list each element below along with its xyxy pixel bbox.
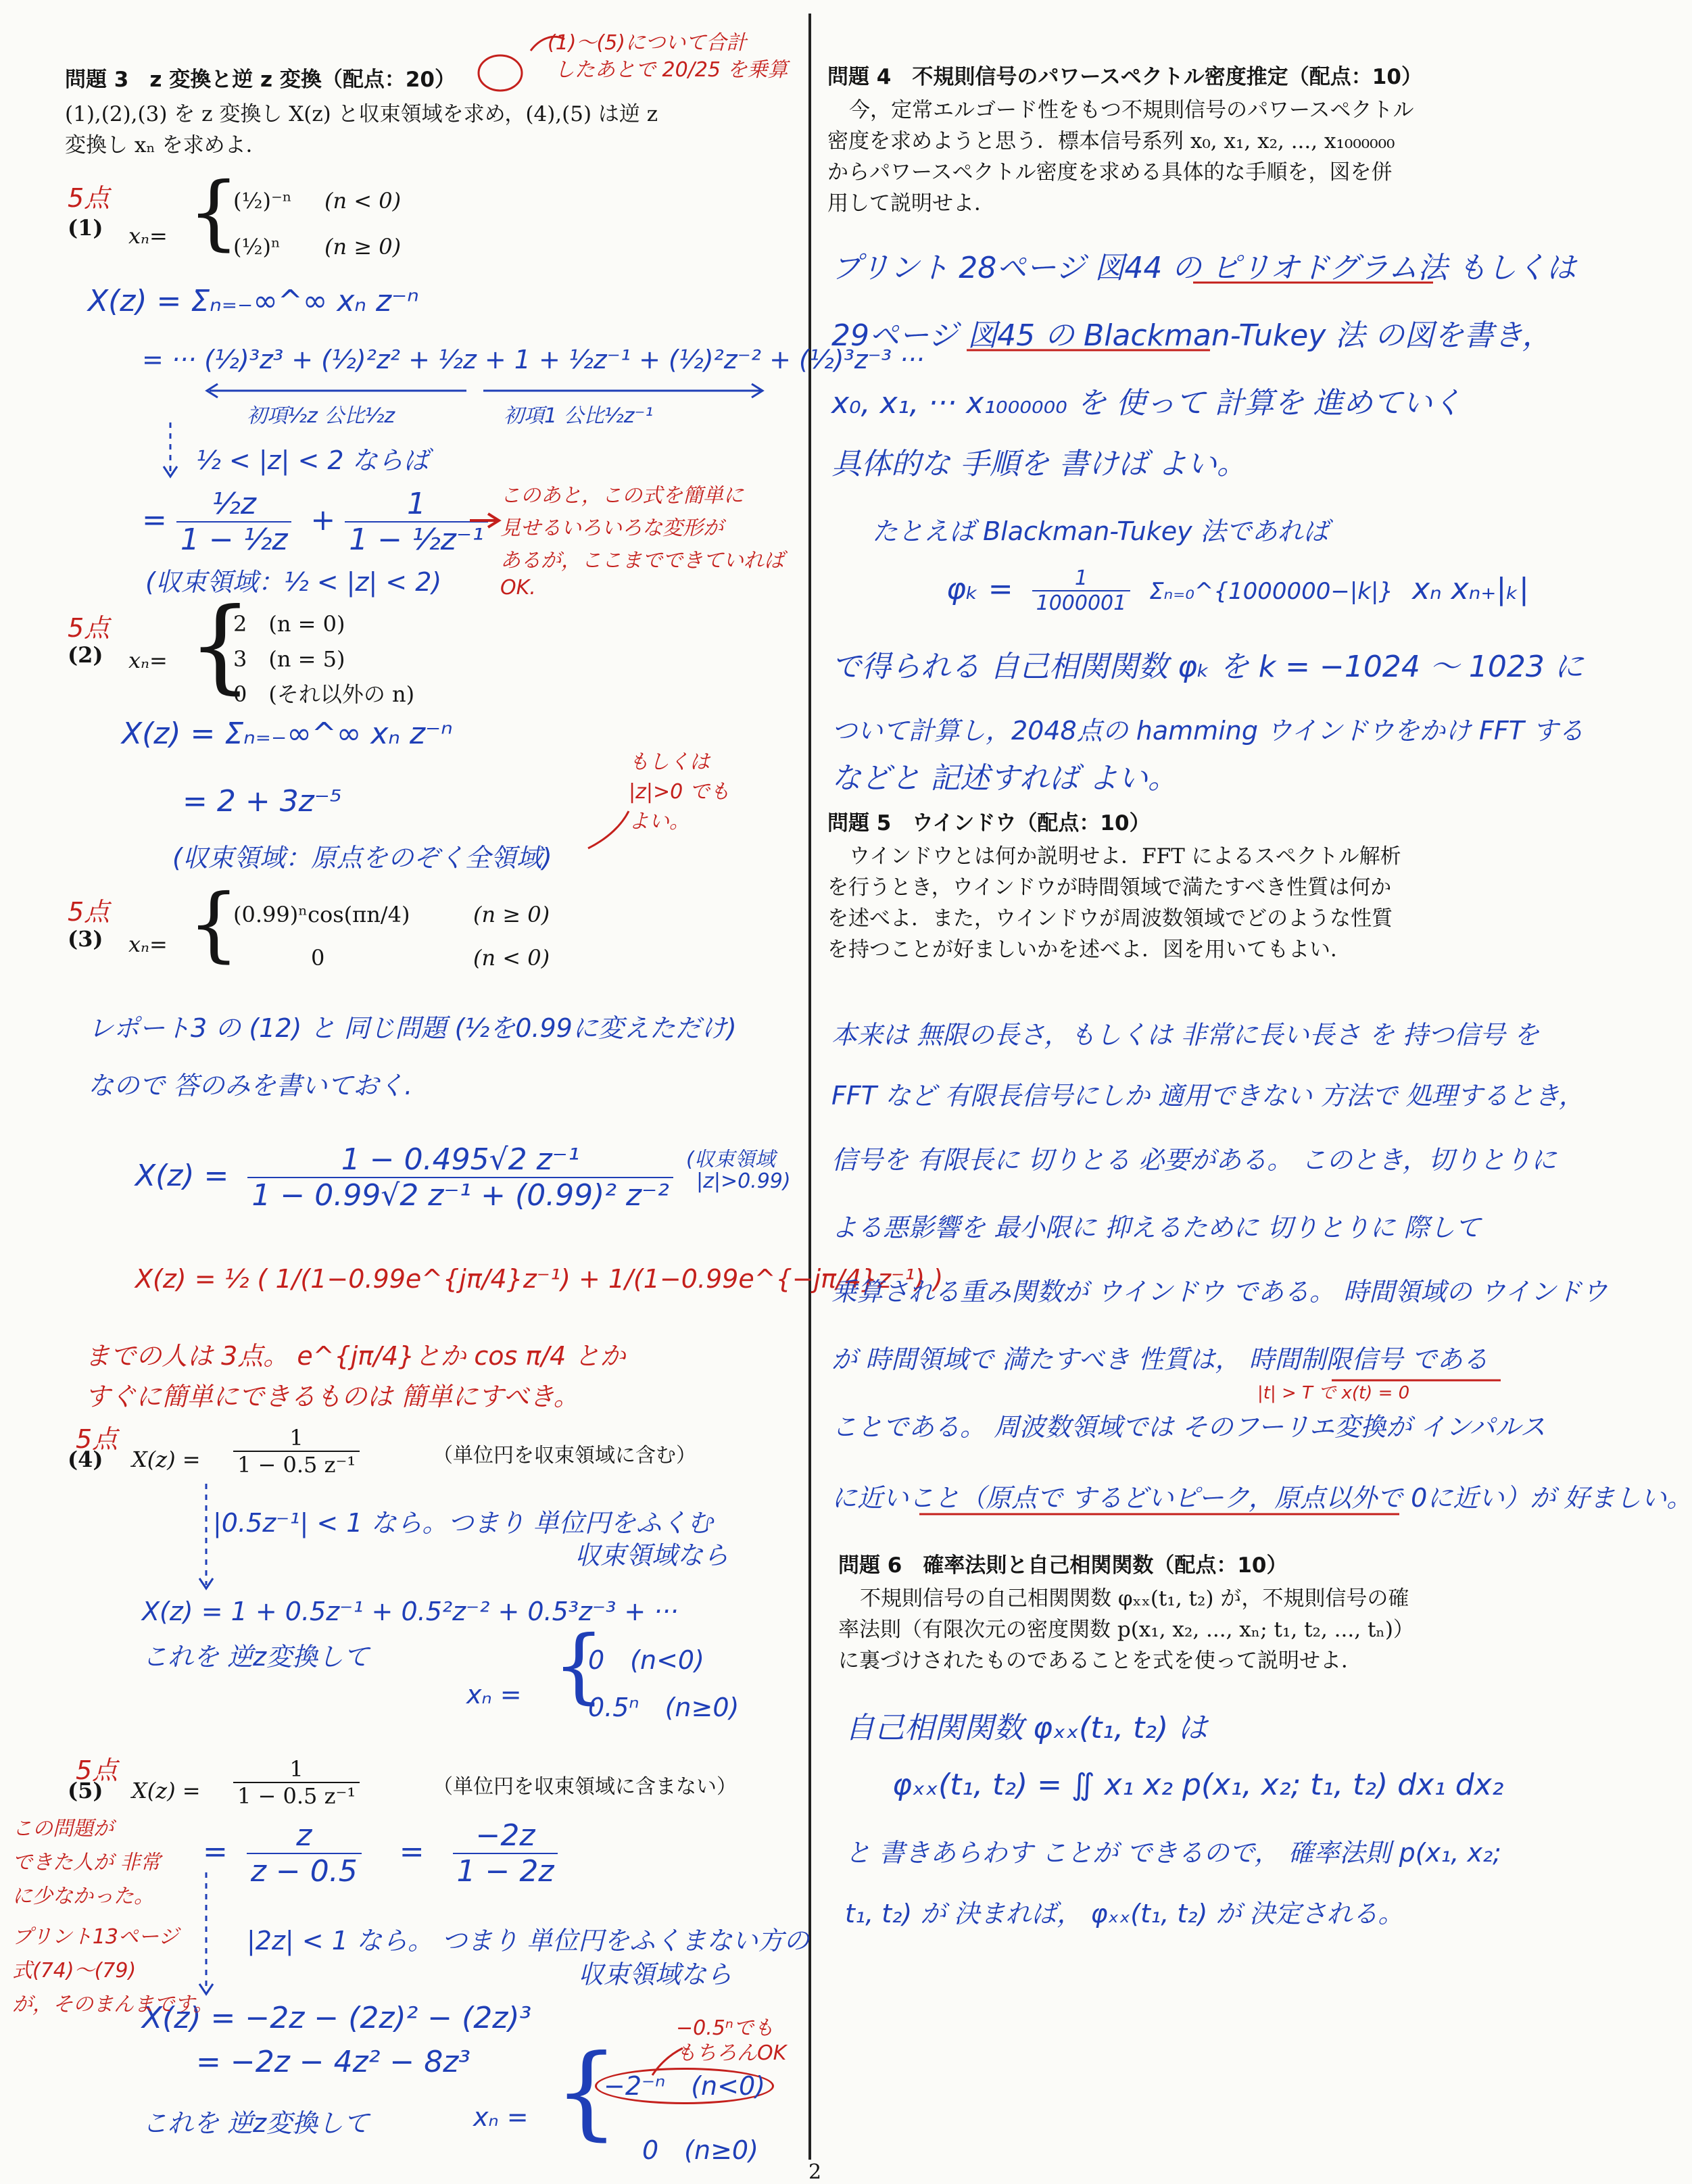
- q1-cond-2: (n ≥ 0): [324, 234, 402, 260]
- problem-3-title: 問題 3 z 変換と逆 z 変換（配点：20）: [65, 68, 456, 92]
- q1-case-1: (½)⁻ⁿ: [233, 188, 292, 214]
- q2-case-3: 0 (それ以外の n): [233, 681, 415, 707]
- q1-hw-geom-1: 初項½z 公比½z: [247, 404, 395, 428]
- q3-hw-roc-1: (収束領域: [686, 1148, 775, 1171]
- p4-statement-line-4: 用して説明せよ．: [827, 191, 995, 216]
- q3-case-1: (0.99)ⁿcos(πn/4): [233, 902, 410, 927]
- q5-condition: （単位円を収束領域に含まない）: [433, 1775, 737, 1799]
- p6-hw-line-3: と 書きあらわす ことが できるので， 確率法則 p(x₁, x₂;: [845, 1838, 1501, 1868]
- q2-case-2: 3 (n = 5): [233, 646, 345, 672]
- q5-score: 5点: [76, 1755, 118, 1785]
- q3-lhs: xₙ=: [128, 931, 168, 957]
- q3-score: 5点: [68, 897, 110, 927]
- problem-5-title: 問題 5 ウインドウ（配点：10）: [827, 811, 1151, 835]
- right-column: [818, 0, 1692, 2182]
- q3-hw-xz: X(z) = $\frac{\text{1 − 0.495√2 z⁻¹}}{\text{1 − 0.99√2 z⁻¹ + (0.99)² z⁻²}}$: [135, 1142, 673, 1213]
- p6-statement-line-1: 不規則信号の自己相関関数 φₓₓ(t₁, t₂) が，不規則信号の確: [860, 1586, 1409, 1611]
- q3-red-2: すぐに簡単にできるものは 簡単にすべき。: [84, 1382, 579, 1411]
- q3-brace: {: [188, 877, 240, 971]
- q5-red-arrow-icon: [652, 2048, 683, 2075]
- q2-lhs: xₙ=: [128, 648, 168, 673]
- p5-hw-line-3: 信号を 有限長に 切りとる 必要がある。 このとき，切りとりに: [831, 1145, 1557, 1175]
- q2-red-1: もしくは: [629, 750, 710, 774]
- q1-red-2: 見せるいろいろな変形が: [500, 516, 723, 540]
- p5-statement-line-2: を行うとき，ウインドウが時間領域で満たすべき性質は何か: [827, 875, 1392, 900]
- q5-red-side-4: プリント13ページ: [12, 1925, 179, 1949]
- q5-label: (5): [68, 1778, 103, 1803]
- q4-score: 5点: [76, 1424, 118, 1454]
- p4-statement-line-3: からパワースペクトル密度を求める具体的な手順を，図を併: [827, 160, 1393, 185]
- q1-hw-geom-2: 初項1 公比½z⁻¹: [504, 404, 654, 428]
- p3-statement-line-2: 変換し xₙ を求めよ．: [65, 133, 267, 157]
- q5-red-side-2: できた人が 非常: [12, 1851, 161, 1874]
- q3-label: (3): [68, 926, 103, 952]
- p4-hw-line-4: 具体的な 手順を 書けば よい。: [831, 447, 1247, 481]
- q2-case-1: 2 (n = 0): [233, 611, 345, 637]
- left-annotation-strokes: [0, 0, 811, 2182]
- q1-brace: {: [188, 166, 240, 260]
- q2-hw-roc: (収束領域：原点をのぞく全領域): [172, 843, 552, 873]
- q4-lhs: X(z) =: [132, 1447, 201, 1472]
- q3-red-eq: X(z) = ½ ( 1/(1−0.99e^{jπ/4}z⁻¹) + 1/(1−0.99e^{−jπ/4}z⁻¹) ): [135, 1264, 944, 1294]
- q2-red-3: よい。: [629, 810, 690, 833]
- p6-statement-line-2: 率法則（有限次元の密度関数 p(x₁, x₂, ..., xₙ; t₁, t₂, ..., tₙ)）: [838, 1618, 1414, 1642]
- q2-red-arrow-icon: [588, 811, 629, 848]
- p6-statement-line-3: に裏づけされたものであることを式を使って説明せよ．: [838, 1649, 1362, 1673]
- p4-hw2-line-1: で得られる 自己相関関数 φₖ を k = −1024 〜 1023 に: [831, 650, 1584, 684]
- problem-6-title: 問題 6 確率法則と自己相関関数（配点：10）: [838, 1553, 1288, 1578]
- q5-red-side-5: 式(74)〜(79): [12, 1959, 137, 1983]
- q5-frac: $\frac{1}{\text{1 − 0.5 z⁻¹}}$: [233, 1756, 360, 1809]
- q4-hw-line-4: これを 逆z変換して: [142, 1642, 370, 1672]
- q5-red-note-2: もちろんOK: [676, 2041, 787, 2065]
- p5-hw-line-6: が 時間領域で 満たすべき 性質は， 時間制限信号 である: [831, 1344, 1489, 1374]
- q5-hw-case-2: 0 (n≥0): [642, 2135, 758, 2165]
- q5-red-side-6: が，そのまんまです。: [12, 1993, 214, 2016]
- q2-label: (2): [68, 642, 103, 668]
- q3-hw-line-2: なので 答のみを書いておく.: [88, 1071, 413, 1100]
- p4-hw-line-2: 29ページ 図45 の Blackman-Tukey 法 の図を書き，: [831, 318, 1552, 353]
- p5-hw-line-8: に近いこと（原点で するどいピーク，原点以外で 0に近い）が 好ましい。: [831, 1483, 1692, 1513]
- q1-lhs: xₙ=: [128, 223, 168, 249]
- q5-hw-line-5: = −2z − 4z² − 8z³: [196, 2045, 470, 2079]
- p5-statement-line-4: を持つことが好ましいかを述べよ．図を用いてもよい．: [827, 938, 1351, 962]
- q3-hw-roc-2: |z|>0.99): [696, 1169, 791, 1193]
- q5-red-side-3: に少なかった。: [12, 1885, 154, 1908]
- p5-hw-small-note: |t| > T で x(t) = 0: [1257, 1383, 1410, 1403]
- q5-hw-frac-line: = $\frac{z}{z - 0.5}$ = $\frac{-2z}{1 - 2z}$: [203, 1818, 558, 1889]
- q1-score: 5点: [68, 183, 110, 213]
- q1-case-2: (½)ⁿ: [233, 234, 281, 260]
- q5-hw-line-6: これを 逆z変換して: [142, 2108, 370, 2138]
- p5-hw-line-1: 本来は 無限の長さ，もしくは 非常に長い長さ を 持つ信号 を: [831, 1020, 1539, 1050]
- q4-hw-line-3: X(z) = 1 + 0.5z⁻¹ + 0.5²z⁻² + 0.5³z⁻³ + ···: [142, 1597, 679, 1626]
- q1-hw-roc: (収束領域：½ < |z| < 2): [145, 567, 442, 597]
- q5-hw-case-1: −2⁻ⁿ (n<0): [595, 2065, 774, 2102]
- q5-lhs: X(z) =: [132, 1778, 201, 1803]
- q4-hw-case-1: 0 (n<0): [588, 1645, 704, 1675]
- q1-cond-1: (n < 0): [324, 188, 402, 214]
- p3-red-note-1: (1)〜(5)について合計: [548, 31, 747, 55]
- p3-red-note-2: したあとで 20/25 を乗算: [554, 58, 788, 82]
- q5-hw-line-3: 収束領域なら: [578, 1960, 733, 1989]
- q4-hw-xn: xₙ =: [466, 1680, 522, 1709]
- p5-statement-line-1: ウインドウとは何か説明せよ．FFT によるスペクトル解析: [849, 844, 1401, 869]
- q1-red-1: このあと，この式を簡単に: [500, 484, 744, 508]
- q4-hw-line-2: 収束領域なら: [575, 1540, 729, 1570]
- q4-hw-case-2: 0.5ⁿ (n≥0): [588, 1693, 740, 1722]
- p4-statement-line-2: 密度を求めようと思う．標本信号系列 x₀, x₁, x₂, ..., x₁₀₀₀₀₀₀: [827, 129, 1395, 153]
- p6-hw-line-4: t₁, t₂) が 決まれば， φₓₓ(t₁, t₂) が 決定される。: [845, 1899, 1404, 1928]
- q3-cond-2: (n < 0): [473, 945, 550, 971]
- q5-red-side-1: この問題が: [12, 1817, 114, 1841]
- p4-hw2-line-3: などと 記述すれば よい。: [831, 761, 1178, 796]
- right-annotation-strokes: [818, 0, 1598, 2182]
- q1-label: (1): [68, 215, 103, 241]
- q1-hw-result: = $\frac{\text{½z}}{\text{1 − ½z}}$ + $\frac{1}{\text{1 − ½z⁻¹}}$: [142, 487, 488, 557]
- q1-frac-2: $\frac{1}{\text{1 − ½z⁻¹}}$: [345, 487, 487, 557]
- page-number: 2: [808, 2160, 822, 2184]
- q4-label: (4): [68, 1447, 103, 1472]
- q5-hw-line-4: X(z) = −2z − (2z)² − (2z)³: [142, 2001, 532, 2035]
- p3-statement-line-1: (1),(2),(3) を z 変換し X(z) と収束領域を求め，(4),(5) は逆 z: [65, 102, 658, 126]
- q3-hw-line-1: レポート3 の (12) と 同じ問題 (½を0.99に変えただけ): [88, 1013, 737, 1043]
- p5-hw-line-7: ことである。 周波数領域では そのフーリエ変換が インパルス: [831, 1412, 1546, 1442]
- q1-red-3: あるが，ここまでできていれば: [500, 549, 784, 573]
- p6-hw-line-2: φₓₓ(t₁, t₂) = ∬ x₁ x₂ p(x₁, x₂; t₁, t₂) dx₁ dx₂: [892, 1768, 1504, 1802]
- q1-hw-line-1: X(z) = Σₙ₌₋∞^∞ xₙ z⁻ⁿ: [88, 284, 419, 318]
- p4-hw2-line-2: ついて計算し，2048点の hamming ウインドウをかけ FFT する: [831, 716, 1584, 746]
- problem-4-title: 問題 4 不規則信号のパワースペクトル密度推定（配点：10）: [827, 65, 1422, 89]
- q5-red-note-1: −0.5ⁿでも: [676, 2016, 774, 2040]
- p4-hw-line-1: プリント 28ページ 図44 の ピリオドグラム法 もしくは: [831, 251, 1576, 285]
- p4-statement-line-1: 今，定常エルゴード性をもつ不規則信号のパワースペクトル: [849, 98, 1414, 122]
- q5-hw-brace: {: [554, 2033, 619, 2151]
- q1-frac-1: $\frac{\text{½z}}{\text{1 − ½z}}$: [176, 487, 292, 557]
- p4-hw-line-5: たとえば Blackman-Tukey 法であれば: [872, 516, 1329, 546]
- p4-hw-line-3: x₀, x₁, ··· x₁₀₀₀₀₀₀ を 使って 計算を 進めていく: [831, 386, 1462, 420]
- q2-score: 5点: [68, 613, 110, 643]
- q2-brace: {: [188, 587, 253, 704]
- q4-hw-line-1: |0.5z⁻¹| < 1 なら。つまり 単位円をふくむ: [213, 1508, 713, 1538]
- q1-hw-line-4: ½ < |z| < 2 ならば: [196, 445, 429, 475]
- q3-case-2: 0: [311, 945, 325, 971]
- q1-red-4: OK.: [500, 576, 536, 600]
- q2-hw-line-1: X(z) = Σₙ₌₋∞^∞ xₙ z⁻ⁿ: [122, 717, 453, 751]
- q5-hw-xn: xₙ =: [473, 2102, 529, 2132]
- p5-hw-line-5: 乗算される重み関数が ウインドウ である。 時間領域の ウインドウ: [831, 1277, 1608, 1307]
- p5-hw-line-2: FFT など 有限長信号にしか 適用できない 方法で 処理するとき，: [831, 1081, 1585, 1111]
- q3-cond-1: (n ≥ 0): [473, 902, 550, 927]
- q5-hw-line-2: |2z| < 1 なら。 つまり 単位円をふくまない方の: [247, 1926, 810, 1956]
- red-arrow-icon: [531, 37, 564, 51]
- q4-hw-brace: {: [553, 1619, 605, 1713]
- p5-hw-line-4: よる悪影響を 最小限に 抑えるために 切りとりに 際して: [831, 1213, 1481, 1242]
- p4-hw-formula: φₖ = $\frac{1}{1000001}$ Σₙ₌₀^{1000000−|k|} xₙ xₙ₊|ₖ|: [946, 566, 1529, 615]
- q4-frac: $\frac{1}{\text{1 − 0.5 z⁻¹}}$: [233, 1425, 360, 1478]
- q2-hw-line-2: = 2 + 3z⁻⁵: [183, 784, 342, 819]
- q2-red-2: |z|>0 でも: [629, 780, 730, 804]
- p5-statement-line-3: を述べよ．また，ウインドウが周波数領域でどのような性質: [827, 906, 1393, 931]
- q1-hw-line-2: = ··· (½)³z³ + (½)²z² + ½z + 1 + ½z⁻¹ + (½)²z⁻² + (½)³z⁻³ ···: [142, 345, 925, 374]
- q3-hw-frac: $\frac{\text{1 − 0.495√2 z⁻¹}}{\text{1 − 0.99√2 z⁻¹ + (0.99)² z⁻²}}$: [247, 1142, 673, 1213]
- score-circle-icon: [479, 55, 522, 91]
- q3-red-1: までの人は 3点。 e^{jπ/4}とか cos π/4 とか: [84, 1341, 626, 1371]
- p6-hw-line-1: 自己相関関数 φₓₓ(t₁, t₂) は: [845, 1711, 1208, 1745]
- q4-condition: （単位円を収束領域に含む）: [433, 1444, 696, 1467]
